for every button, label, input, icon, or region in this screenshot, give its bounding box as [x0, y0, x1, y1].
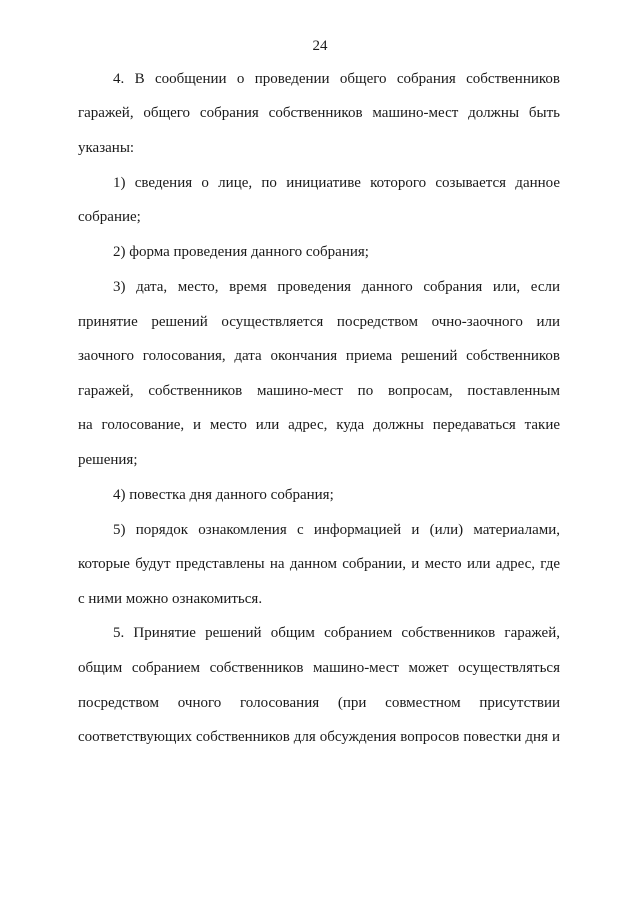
text-line: гаражей, собственников машино-мест по вопросам, поставленным	[78, 383, 560, 399]
text-line: 4. В сообщении о проведении общего собрания собственников	[113, 71, 560, 87]
text-line: с ними можно ознакомиться.	[78, 591, 263, 607]
text-line: решения;	[78, 452, 138, 468]
text-line: указаны:	[78, 140, 135, 156]
text-line: 5. Принятие решений общим собранием собственников гаражей,	[113, 625, 560, 641]
text-line: гаражей, общего собрания собственников машино-мест должны быть	[78, 105, 560, 121]
text-line: 4) повестка дня данного собрания;	[113, 487, 334, 503]
text-line: 1) сведения о лице, по инициативе которого созывается данное	[113, 175, 560, 191]
text-line: 5) порядок ознакомления с информацией и (или) материалами,	[113, 522, 560, 538]
text-line: общим собранием собственников машино-мест может осуществляться	[78, 660, 560, 676]
text-line: которые будут представлены на данном собрании, и место или адрес, где	[78, 556, 560, 572]
text-line: заочного голосования, дата окончания приема решений собственников	[78, 348, 560, 364]
text-line: соответствующих собственников для обсуждения вопросов повестки дня и	[78, 729, 560, 745]
text-line: 3) дата, место, время проведения данного собрания или, если	[113, 279, 560, 295]
text-line: принятие решений осуществляется посредством очно-заочного или	[78, 314, 560, 330]
text-line: собрание;	[78, 209, 141, 225]
page-number: 24	[312, 38, 328, 54]
text-line: 2) форма проведения данного собрания;	[113, 244, 369, 260]
text-line: на голосование, и место или адрес, куда должны передаваться такие	[78, 417, 560, 433]
text-line: посредством очного голосования (при совместном присутствии	[78, 695, 560, 711]
